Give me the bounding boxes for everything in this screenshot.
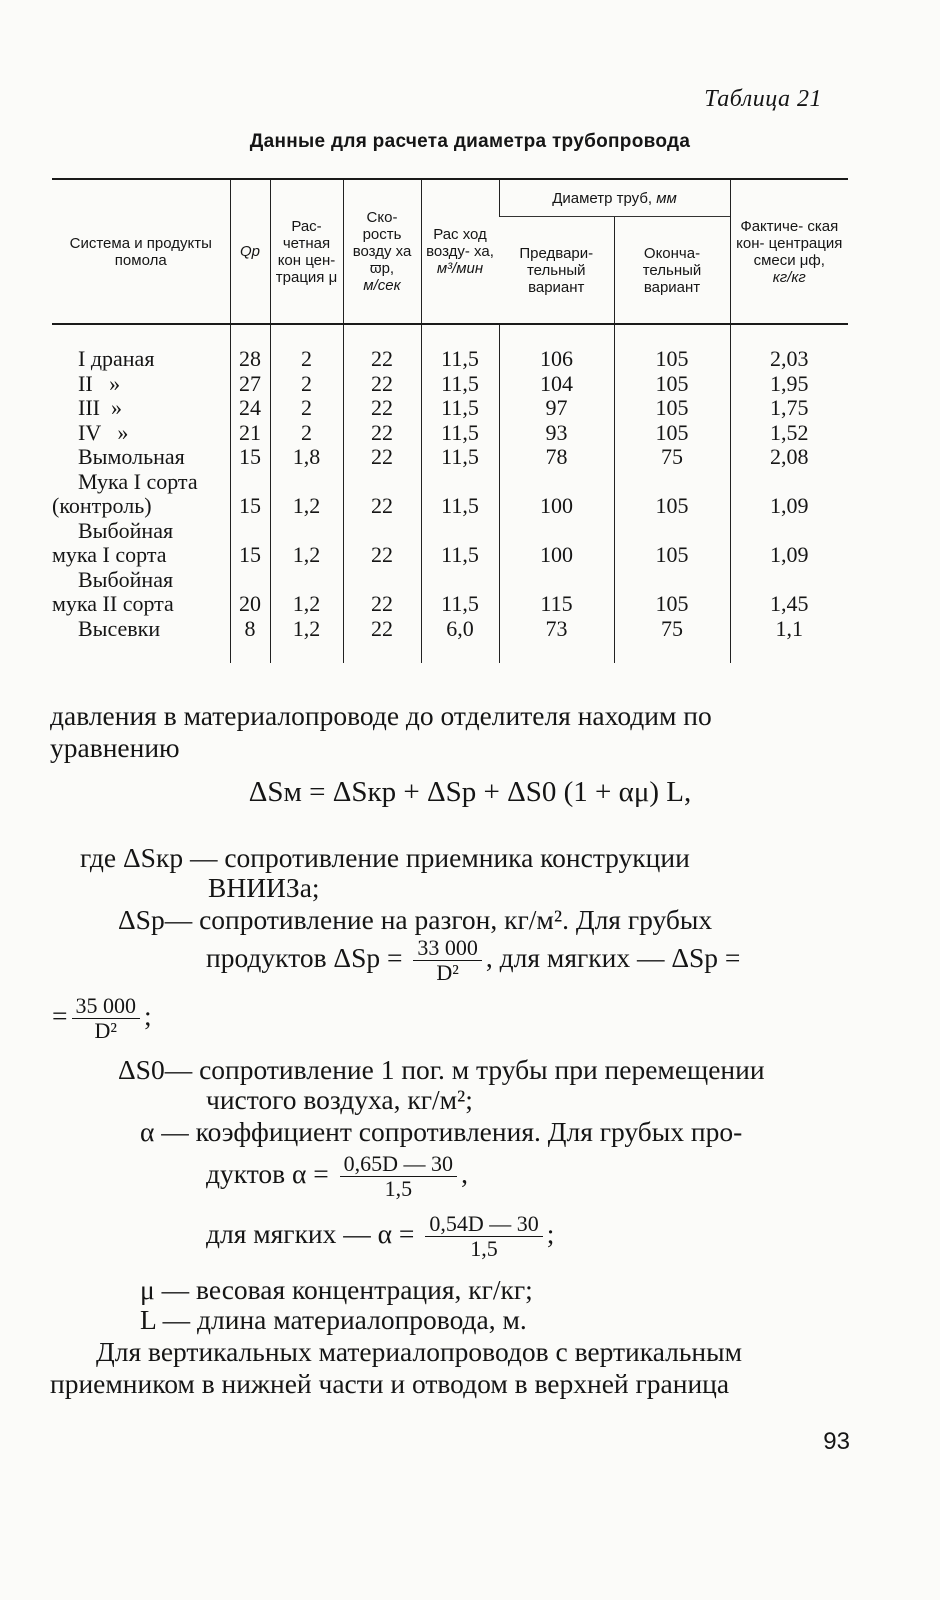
table-row: Мука I сорта (контроль) 15 1,2 22 11,5 100 105 1,09 [52, 470, 848, 519]
header-diameter-final: Оконча- тельный вариант [614, 217, 730, 325]
table-row: II » 27 2 22 11,5 104 105 1,95 [52, 372, 848, 397]
table-title: Данные для расчета диаметра трубопровода [249, 131, 691, 152]
def-mu: μ — весовая концентрация, кг/кг; [140, 1274, 533, 1305]
table-row: IV » 21 2 22 11,5 93 105 1,52 [52, 421, 848, 446]
def-alpha: α — коэффициент сопротивления. Для грубых про- [140, 1116, 743, 1147]
fraction-alpha-coarse: $\frac{0,65D — 30}{1,5}$ [340, 1152, 457, 1201]
fraction-alpha-soft: $\frac{0,54D — 30}{1,5}$ [425, 1212, 542, 1261]
def-p: ΔSр— сопротивление на разгон, кг/м². Для грубых [118, 904, 713, 935]
table-label: Таблица 21 [704, 86, 822, 112]
header-diameter-preliminary: Предвари- тельный вариант [499, 217, 614, 325]
def-p-formula: продуктов ΔSр = $\frac{33 000}{\text{D²}}$ , для мягких — ΔSр = [206, 935, 741, 985]
def-kr-cont: ВНИИЗа; [208, 872, 320, 903]
table-row: Выбойная мука II сорта 20 1,2 22 11,5 115 105 1,45 [52, 568, 848, 617]
page-number: 93 [823, 1428, 850, 1455]
paragraph-intro: давления в материалопроводе до отделителя находим по уравнению [50, 700, 712, 763]
fraction-p-coarse: $\frac{33 000}{\text{D²}}$ [413, 936, 482, 985]
def-L: L — длина материалопровода, м. [140, 1304, 527, 1335]
table-row: III » 24 2 22 11,5 97 105 1,75 [52, 396, 848, 421]
def-p-formula-cont: = $\frac{35 000}{\text{D²}}$ ; [52, 993, 152, 1043]
table-row: Вымольная 15 1,8 22 11,5 78 75 2,08 [52, 445, 848, 470]
def-alpha-soft: для мягких — α = $\frac{0,54D — 30}{1,5}$ ; [206, 1211, 555, 1261]
def-kr: где ΔSкр — сопротивление приемника конструкции [80, 842, 690, 873]
header-diameter: Диаметр труб, мм [499, 179, 730, 217]
header-air-flow: Рас ход возду- ха, м³/мин [421, 179, 499, 324]
main-formula: ΔSм = ΔSкр + ΔSр + ΔS0 (1 + αμ) L, [248, 776, 692, 808]
table-row: Высевки 8 1,2 22 6,0 73 75 1,1 [52, 617, 848, 664]
def-0: ΔS0— сопротивление 1 пог. м трубы при перемещении [118, 1054, 765, 1085]
def-alpha-coarse: дуктов α = $\frac{0,65D — 30}{1,5}$ , [206, 1151, 468, 1201]
header-actual-concentration: Фактиче- ская кон- центрация смеси μф, кг/кг [730, 179, 848, 324]
fraction-p-soft: $\frac{35 000}{\text{D²}}$ [72, 994, 141, 1043]
paragraph-final: Для вертикальных материалопроводов с вертикальным приемником в нижней части и отводом в верхней граница [50, 1336, 743, 1399]
table-row: I драная 28 2 22 11,5 106 105 2,03 [52, 347, 848, 372]
data-table [52, 178, 848, 663]
header-system: Система и продукты помола [52, 179, 230, 324]
def-0-cont: чистого воздуха, кг/м²; [206, 1084, 473, 1115]
table-row: Выбойная мука I сорта 15 1,2 22 11,5 100 105 1,09 [52, 519, 848, 568]
header-qp: Qр [230, 179, 270, 324]
header-concentration: Рас- четная кон цен- трация μ [270, 179, 343, 324]
header-air-speed: Ско- рость возду ха ϖр, м/сек [343, 179, 421, 324]
